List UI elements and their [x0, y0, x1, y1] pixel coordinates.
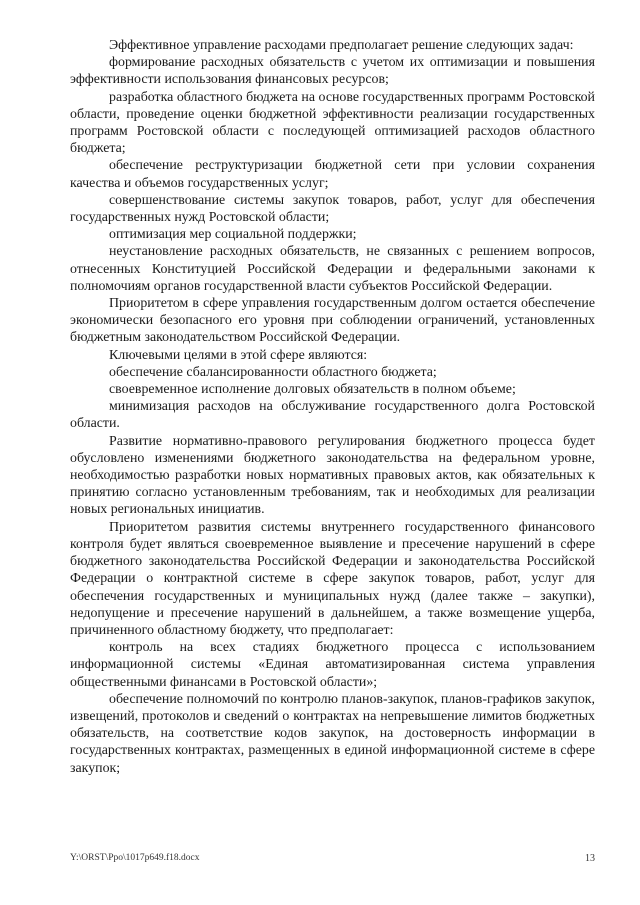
paragraph-task-1: формирование расходных обязательств с учетом их оптимизации и повышения эффективности использования финансовых ресурсов;: [70, 55, 595, 88]
paragraph-debt-priority: Приоритетом в сфере управления государственным долгом остается обеспечение экономически безопасного его уровня при соблюдении ограничений, установленных бюджетным законодательством Российской Федерации.: [70, 296, 595, 346]
paragraph-task-6: неустановление расходных обязательств, не связанных с решением вопросов, отнесенных Конституцией Российской Федерации и федеральными законами к полномочиям органов государственной власти субъектов Российской Федерации.: [70, 244, 595, 294]
paragraph-task-2: разработка областного бюджета на основе государственных программ Ростовской области, проведение оценки бюджетной эффективности реализации государственных программ Ростовской области с последующей оптимизацией расходов областного бюджета;: [70, 89, 595, 157]
paragraph-goal-2: своевременное исполнение долговых обязательств в полном объеме;: [109, 382, 516, 398]
paragraph-control-priority: Приоритетом развития системы внутреннего государственного финансового контроля будет являться своевременное выявление и пресечение нарушений в сфере бюджетного законодательства Российской Федерации и законодательства Российской Федерации о контрактной системе в сфере закупок товаров, работ, услуг для обеспечения государственных и муниципальных нужд (далее также – закупки), недопущение и пресечение нарушений в дальнейшем, а также возмещение ущерба, причиненного областному бюджету, что предполагает:: [70, 519, 595, 638]
footer-file-path: Y:\ORST\Ppo\1017p649.f18.docx: [70, 853, 200, 863]
paragraph-key-goals: Ключевыми целями в этой сфере являются:: [109, 347, 368, 363]
body-text: [70, 37, 595, 777]
paragraph-task-3: обеспечение реструктуризации бюджетной сети при условии сохранения качества и объемов государственных услуг;: [70, 158, 595, 191]
paragraph-intro: Эффективное управление расходами предполагает решение следующих задач:: [109, 38, 574, 53]
paragraph-goal-3: минимизация расходов на обслуживание государственного долга Ростовской области.: [70, 399, 595, 432]
paragraph-goal-1: обеспечение сбалансированности областного бюджета;: [109, 364, 437, 380]
paragraph-task-5: оптимизация мер социальной поддержки;: [109, 227, 357, 243]
paragraph-control-1: контроль на всех стадиях бюджетного процесса с использованием информационной системы «Единая автоматизированная система управления общественными финансами в Ростовской области»;: [70, 640, 595, 690]
paragraph-task-4: совершенствование системы закупок товаров, работ, услуг для обеспечения государственных нужд Ростовской области;: [70, 192, 595, 226]
paragraph-regulation: Развитие нормативно-правового регулирования бюджетного процесса будет обусловлено изменениями бюджетного законодательства на федеральном уровне, необходимостью разработки новых нормативных правовых актов, как обязательных к принятию согласно установленным требованиям, так и необходимых для реализации новых региональных инициатив.: [70, 433, 595, 518]
paragraph-control-2: обеспечение полномочий по контролю планов-закупок, планов-графиков закупок, извещений, протоколов и сведений о контрактах на непревышение лимитов бюджетных обязательств, на соответствие кодов закупок, на достоверность информации в государственных контрактах, размещенных в единой информационной системе в сфере закупок;: [70, 691, 595, 776]
page-number: 13: [585, 853, 595, 864]
